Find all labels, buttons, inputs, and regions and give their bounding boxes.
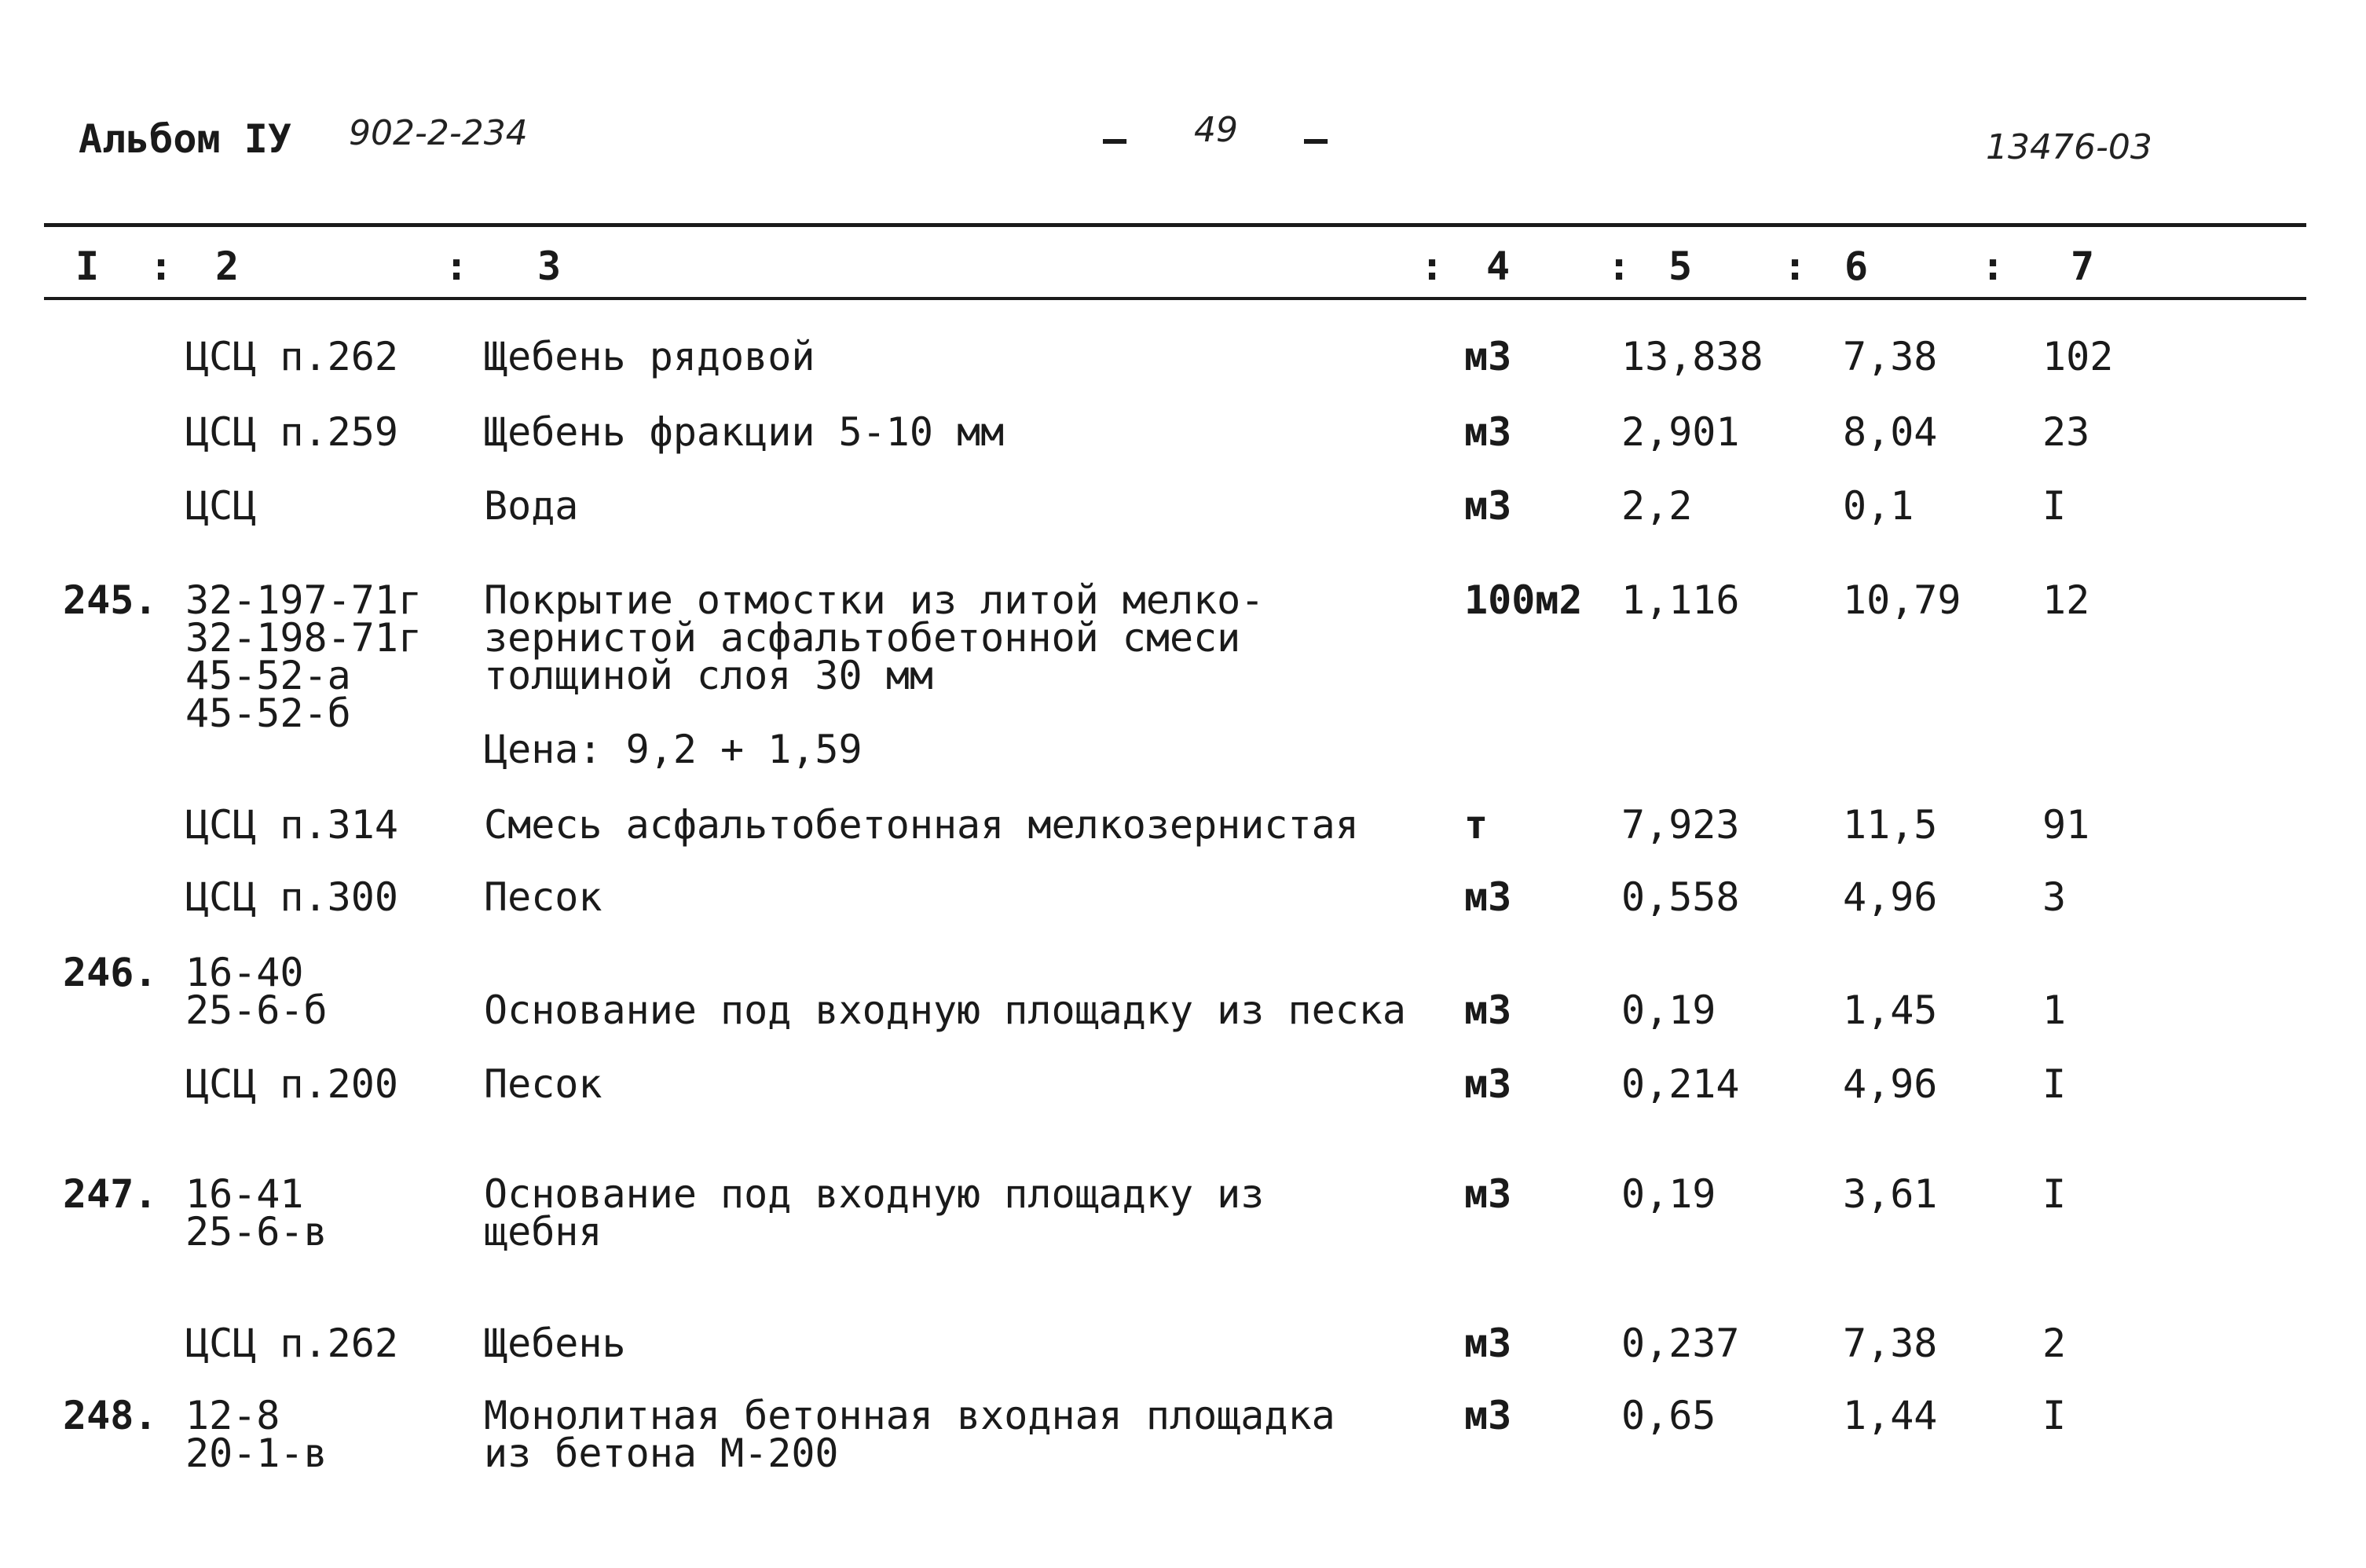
description: Песок (484, 1061, 602, 1107)
unit-price: 10,79 (1843, 577, 1961, 623)
unit-price: 7,38 (1843, 1321, 1938, 1366)
table-top-rule (44, 223, 2306, 227)
quantity: 0,214 (1621, 1061, 1740, 1107)
total: 12 (2042, 577, 2090, 623)
header-bottom-rule (44, 297, 2306, 300)
col-sep: : (1607, 244, 1632, 289)
unit: м3 (1464, 483, 1512, 529)
reference: 16-41 25-6-в (185, 1171, 328, 1255)
quantity: 2,2 (1621, 483, 1693, 529)
row-number: 247. (63, 1171, 158, 1217)
unit: м3 (1464, 1061, 1512, 1107)
col-7-header: 7 (2071, 244, 2095, 289)
col-6-header: 6 (1844, 244, 1869, 289)
quantity: 7,923 (1621, 802, 1740, 848)
row-number: 245. (63, 577, 158, 623)
description: Смесь асфальтобетонная мелкозернистая (484, 802, 1359, 848)
col-sep: : (1981, 244, 2005, 289)
quantity: 0,19 (1621, 1171, 1716, 1217)
col-3-header: 3 (537, 244, 562, 289)
unit: м3 (1464, 874, 1512, 920)
price-note: Цена: 9,2 + 1,59 (484, 727, 863, 772)
reference: ЦСЦ п.262 (185, 1321, 398, 1366)
row-number: 246. (63, 950, 158, 995)
unit-price: 3,61 (1843, 1171, 1938, 1217)
description: Щебень (484, 1321, 626, 1366)
reference: ЦСЦ п.314 (185, 802, 398, 848)
col-5-header: 5 (1668, 244, 1693, 289)
reference: 16-40 25-6-б (185, 950, 328, 1033)
quantity: 2,901 (1621, 409, 1740, 455)
total: 1 (2042, 987, 2067, 1033)
total: 91 (2042, 802, 2090, 848)
unit: м3 (1464, 1393, 1512, 1438)
page-dash-left: – (1103, 116, 1127, 162)
page-number: 49 (1194, 110, 1238, 150)
description: Основание под входную площадку из щебня (484, 1171, 1265, 1255)
unit: м3 (1464, 409, 1512, 455)
album-label: Альбом IУ (79, 116, 291, 162)
col-sep: : (149, 244, 174, 289)
unit-price: 1,45 (1843, 987, 1938, 1033)
unit-price: 4,96 (1843, 1061, 1938, 1107)
row-number: 248. (63, 1393, 158, 1438)
quantity: 1,116 (1621, 577, 1740, 623)
description: Покрытие отмостки из литой мелко- зернистой асфальтобетонной смеси толщиной слоя 30 мм (484, 577, 1265, 698)
unit: 100м2 (1464, 577, 1583, 623)
reference: ЦСЦ п.300 (185, 874, 398, 920)
quantity: 0,558 (1621, 874, 1740, 920)
quantity: 0,19 (1621, 987, 1716, 1033)
reference: 32-197-71г 32-198-71г 45-52-а 45-52-б (185, 577, 423, 736)
document-code: 13476-03 (1986, 127, 2152, 167)
reference: ЦСЦ п.259 (185, 409, 398, 455)
project-number: 902-2-234 (349, 113, 528, 153)
unit: м3 (1464, 1171, 1512, 1217)
total: 102 (2042, 334, 2114, 379)
unit-price: 11,5 (1843, 802, 1938, 848)
unit-price: 0,1 (1843, 483, 1914, 529)
reference: ЦСЦ п.200 (185, 1061, 398, 1107)
unit-price: 8,04 (1843, 409, 1938, 455)
description: Основание под входную площадку из песка (484, 987, 1406, 1033)
col-sep: : (1420, 244, 1445, 289)
unit-price: 1,44 (1843, 1393, 1938, 1438)
quantity: 0,65 (1621, 1393, 1716, 1438)
total: 23 (2042, 409, 2090, 455)
unit: м3 (1464, 987, 1512, 1033)
reference: ЦСЦ (185, 483, 257, 529)
description: Щебень рядовой (484, 334, 815, 379)
col-4-header: 4 (1486, 244, 1511, 289)
unit-price: 7,38 (1843, 334, 1938, 379)
unit: м3 (1464, 1321, 1512, 1366)
total: 2 (2042, 1321, 2067, 1366)
unit: м3 (1464, 334, 1512, 379)
col-2-header: 2 (215, 244, 240, 289)
quantity: 13,838 (1621, 334, 1764, 379)
description: Монолитная бетонная входная площадка из бетона М-200 (484, 1393, 1335, 1476)
reference: ЦСЦ п.262 (185, 334, 398, 379)
total: I (2042, 483, 2067, 529)
unit: т (1464, 802, 1489, 848)
description: Щебень фракции 5-10 мм (484, 409, 1005, 455)
description: Вода (484, 483, 579, 529)
page-dash-right: – (1304, 116, 1328, 162)
col-sep: : (1783, 244, 1807, 289)
reference: 12-8 20-1-в (185, 1393, 328, 1476)
unit-price: 4,96 (1843, 874, 1938, 920)
total: 3 (2042, 874, 2067, 920)
col-sep: : (445, 244, 469, 289)
quantity: 0,237 (1621, 1321, 1740, 1366)
total: I (2042, 1171, 2067, 1217)
total: I (2042, 1061, 2067, 1107)
description: Песок (484, 874, 602, 920)
total: I (2042, 1393, 2067, 1438)
col-1-header: I (75, 244, 100, 289)
